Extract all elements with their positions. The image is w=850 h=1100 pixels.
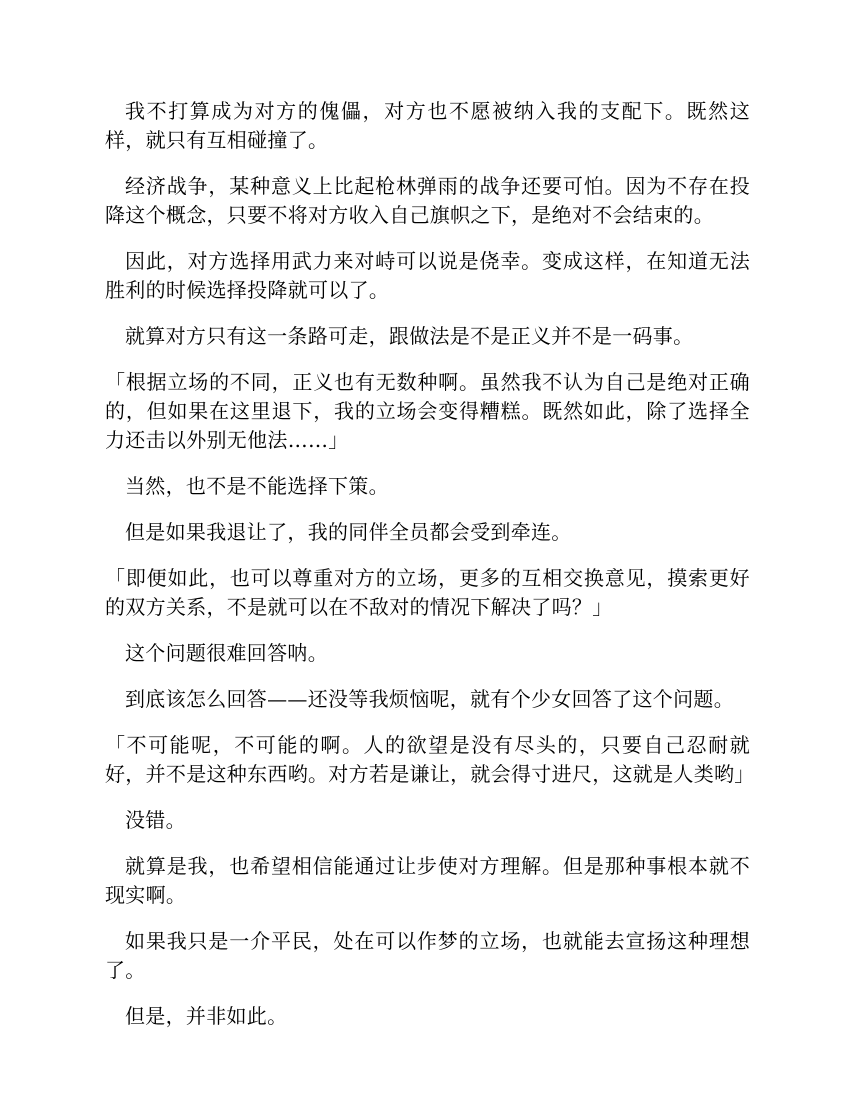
document-page	[105, 97, 755, 1048]
narration-paragraph: 我不打算成为对方的傀儡，对方也不愿被纳入我的支配下。既然这样，就只有互相碰撞了。	[105, 99, 750, 152]
narration-paragraph: 没错。	[125, 808, 186, 832]
dialogue-paragraph: 「根据立场的不同，正义也有无数种啊。虽然我不认为自己是绝对正确的，但如果在这里退下，我的立场会变得糟糕。既然如此，除了选择全力还击以外别无他法……」	[105, 370, 750, 452]
narration-paragraph: 就算对方只有这一条路可走，跟做法是不是正义并不是一码事。	[125, 324, 694, 348]
dialogue-paragraph: 「即便如此，也可以尊重对方的立场，更多的互相交换意见，摸索更好的双方关系，不是就可以在不敌对的情况下解决了吗？」	[105, 566, 750, 619]
dialogue-paragraph: 「不可能呢，不可能的啊。人的欲望是没有尽头的，只要自己忍耐就好，并不是这种东西哟。对方若是谦让，就会得寸进尺，这就是人类哟」	[105, 733, 755, 786]
narration-paragraph: 到底该怎么回答——还没等我烦恼呢，就有个少女回答了这个问题。	[125, 687, 734, 711]
narration-paragraph: 当然，也不是不能选择下策。	[125, 474, 389, 498]
narration-paragraph: 但是，并非如此。	[125, 1004, 288, 1028]
narration-paragraph: 就算是我，也希望相信能通过让步使对方理解。但是那种事根本就不现实啊。	[105, 854, 750, 907]
narration-paragraph: 经济战争，某种意义上比起枪林弹雨的战争还要可怕。因为不存在投降这个概念，只要不将对方收入自己旗帜之下，是绝对不会结束的。	[105, 174, 750, 227]
narration-paragraph: 因此，对方选择用武力来对峙可以说是侥幸。变成这样，在知道无法胜利的时候选择投降就可以了。	[105, 249, 750, 302]
narration-paragraph: 但是如果我退让了，我的同伴全员都会受到牵连。	[125, 520, 572, 544]
narration-paragraph: 这个问题很难回答呐。	[125, 641, 328, 665]
narration-paragraph: 如果我只是一介平民，处在可以作梦的立场，也就能去宣扬这种理想了。	[105, 929, 750, 982]
